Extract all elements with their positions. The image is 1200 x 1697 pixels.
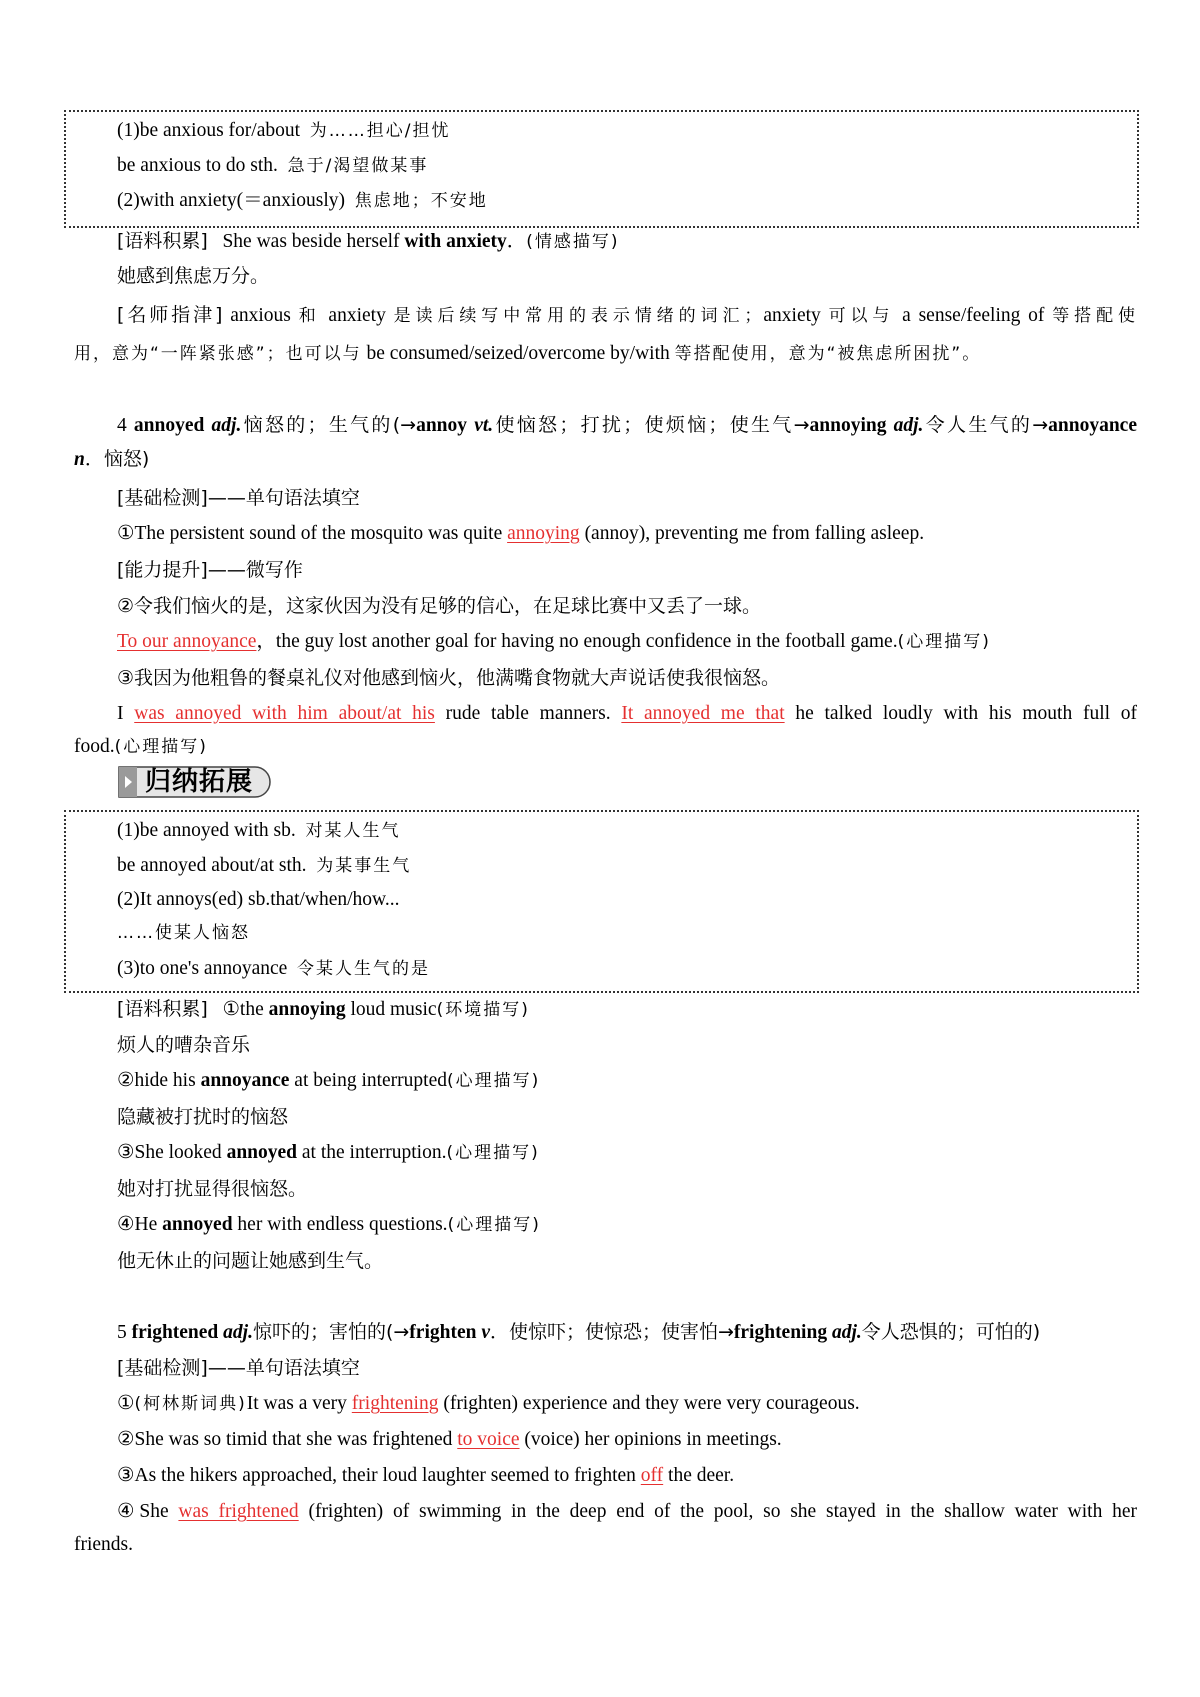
- corpus2-item-2-cn: 隐藏被打扰时的恼怒: [117, 1106, 289, 1128]
- answer-4-3a: was annoyed with him about/at his: [134, 703, 435, 724]
- box2-line5: (3)to one's annoyance 令某人生气的是: [117, 958, 431, 979]
- corpus2-item-3-cn: 她对打扰显得很恼怒。: [117, 1178, 308, 1200]
- entry-5-headword: 5 frightened adj.惊吓的；害怕的(→frighten v．使惊吓；使惊恐；使害怕→frightening adj.令人恐惧的；可怕的): [117, 1321, 1041, 1343]
- exercise-5-4: ④She was frightened (frighten) of swimming in the deep end of the pool, so she stayed in the shallow water with her: [117, 1501, 1137, 1522]
- corpus2-item-4-cn: 他无休止的问题让她感到生气。: [117, 1250, 384, 1272]
- summary-badge: [117, 765, 273, 799]
- entry-4-headword: 4 annoyed adj.恼怒的；生气的(→annoy vt.使恼怒；打扰；使烦恼；使生气→annoying adj.令人生气的→annoyance: [117, 414, 1137, 436]
- exercise-4-2-answer: To our annoyance，the guy lost another goal for having no enough confidence in the football game.(心理描写): [117, 631, 991, 652]
- answer-4-3b: It annoyed me that: [621, 703, 785, 724]
- ability-heading-4: [能力提升]——微写作: [117, 559, 303, 581]
- box2-line1: (1)be annoyed with sb. 对某人生气: [117, 820, 401, 841]
- tip-line-1: [名师指津] anxious 和 anxiety 是读后续写中常用的表示情绪的词汇；anxiety 可以与 a sense/feeling of 等搭配使: [117, 304, 1137, 326]
- corpus2-item-4: ④He annoyed her with endless questions.(心理描写): [117, 1214, 541, 1235]
- corpus-translation-1: 她感到焦虑万分。: [117, 265, 270, 287]
- answer-5-3: off: [640, 1465, 664, 1486]
- answer-4-1: annoying: [507, 523, 580, 544]
- answer-5-4: was frightened: [178, 1501, 299, 1522]
- exercise-4-1: ①The persistent sound of the mosquito was quite annoying (annoy), preventing me from falling asleep.: [117, 523, 925, 544]
- exercise-5-1: ①(柯林斯词典)It was a very frightening (frighten) experience and they were very courageous.: [117, 1393, 860, 1414]
- exercise-4-3-prompt: ③我因为他粗鲁的餐桌礼仪对他感到恼火，他满嘴食物就大声说话使我很恼怒。: [117, 667, 781, 689]
- exercise-5-2: ②She was so timid that she was frightened to voice (voice) her opinions in meetings.: [117, 1429, 782, 1450]
- box2-line4: ……使某人恼怒: [117, 923, 250, 943]
- corpus2-item-2: ②hide his annoyance at being interrupted(心理描写): [117, 1070, 541, 1091]
- box1-line1: (1)be anxious for/about 为……担心/担忧: [117, 120, 451, 141]
- basic-check-heading-4: [基础检测]——单句语法填空: [117, 487, 360, 509]
- corpus2-item-3: ③She looked annoyed at the interruption.(心理描写): [117, 1142, 540, 1163]
- exercise-5-3: ③As the hikers approached, their loud laughter seemed to frighten off the deer.: [117, 1465, 735, 1486]
- badge-label: 归纳拓展: [145, 767, 254, 797]
- entry-4-headword-cont: n．恼怒): [74, 448, 150, 470]
- exercise-4-3-answer-cont: food.(心理描写): [74, 736, 208, 757]
- box2-line2: be annoyed about/at sth. 为某事生气: [117, 855, 412, 876]
- basic-check-heading-5: [基础检测]——单句语法填空: [117, 1357, 360, 1379]
- box1-line2: be anxious to do sth. 急于/渴望做某事: [117, 155, 429, 176]
- answer-5-2: to voice: [457, 1429, 520, 1450]
- box2-line3: (2)It annoys(ed) sb.that/when/how...: [117, 889, 400, 910]
- answer-4-2: To our annoyance: [117, 631, 257, 652]
- answer-5-1: frightening: [351, 1393, 439, 1414]
- corpus2-item-1: [语料积累] ①the annoying loud music(环境描写): [117, 998, 530, 1020]
- tip-line-2: 用，意为“一阵紧张感”；也可以与 be consumed/seized/overcome by/with 等搭配使用，意为“被焦虑所困扰”。: [74, 343, 982, 364]
- exercise-5-4-cont: friends.: [74, 1534, 134, 1555]
- box1-line3: (2)with anxiety(＝anxiously) 焦虑地；不安地: [117, 190, 488, 211]
- exercise-4-3-answer: I was annoyed with him about/at his rude table manners. It annoyed me that he talked loudly with his mouth full of: [117, 703, 1138, 724]
- corpus2-item-1-cn: 烦人的嘈杂音乐: [117, 1034, 251, 1056]
- corpus-line-1: [语料积累] She was beside herself with anxiety．(情感描写): [117, 230, 620, 252]
- exercise-4-2-prompt: ②令我们恼火的是，这家伙因为没有足够的信心，在足球比赛中又丢了一球。: [117, 595, 762, 617]
